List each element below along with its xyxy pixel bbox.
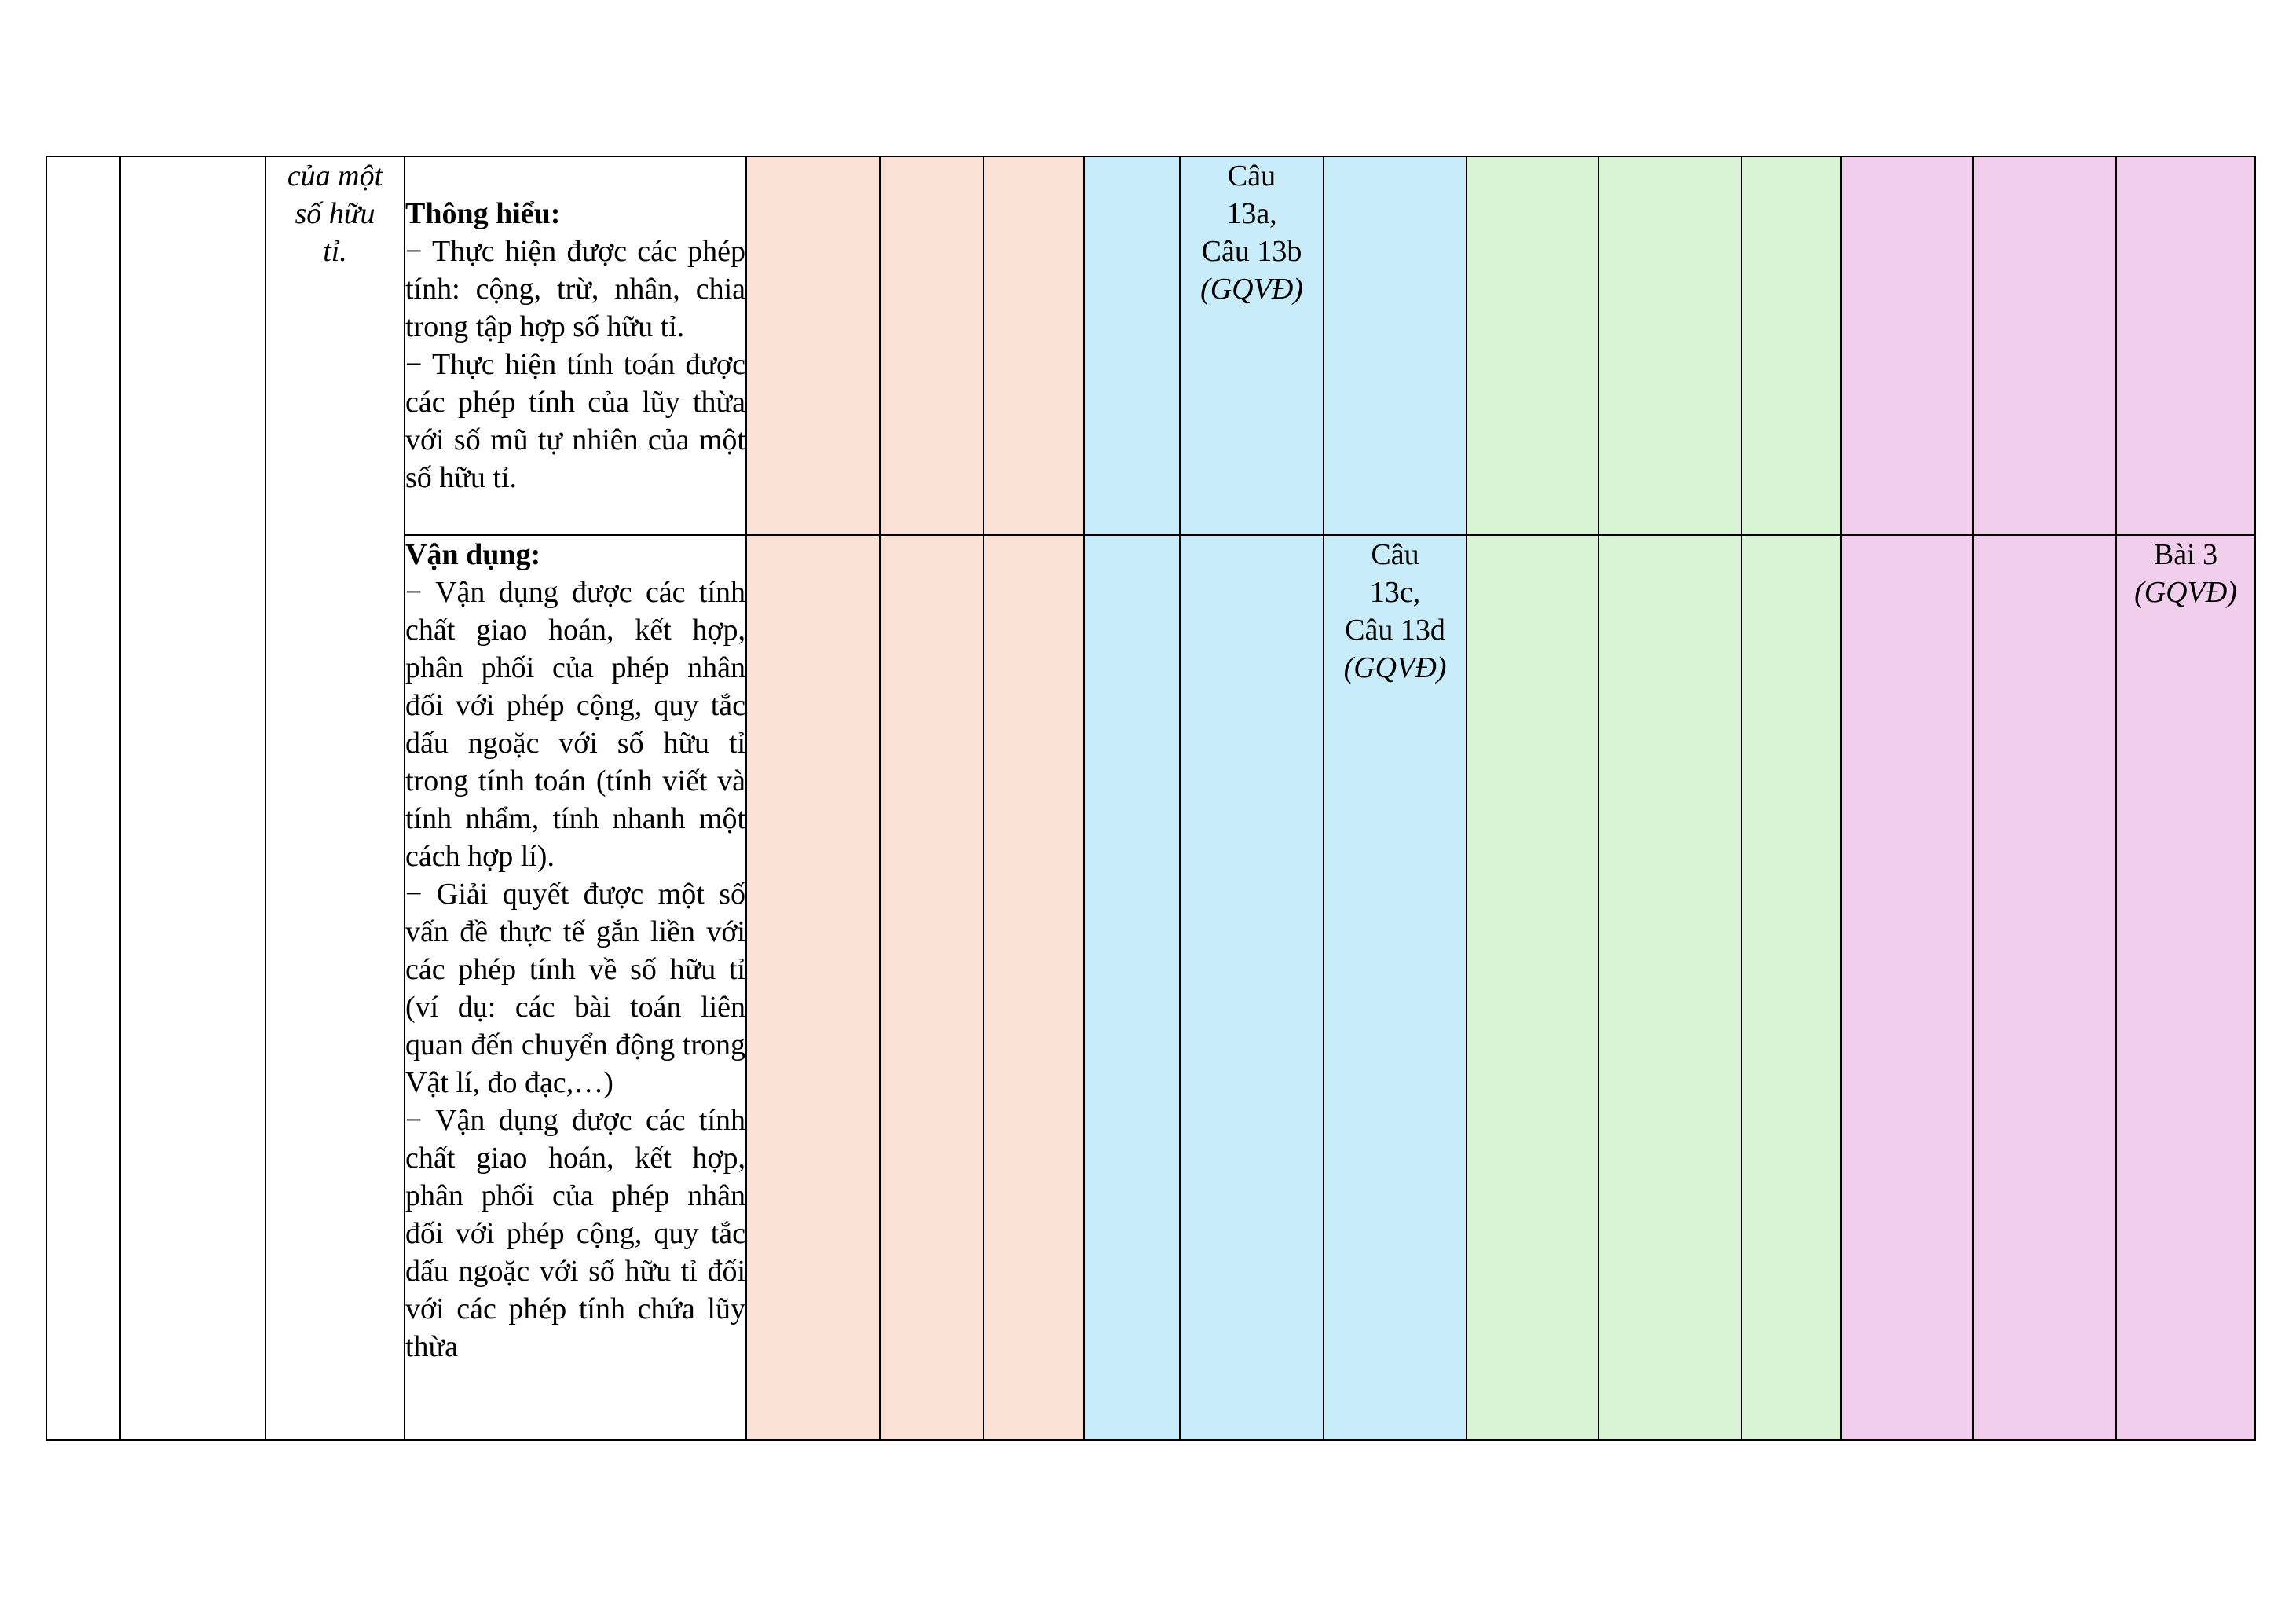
cell-orange — [983, 156, 1084, 535]
requirement-item: − Thực hiện được các phép tính: cộng, trừ, nhân, chia trong tập hợp số hữu tỉ. — [405, 235, 745, 343]
cell-green — [1741, 156, 1841, 535]
requirement-item: − Vận dụng được các tính chất giao hoán, kết hợp, phân phối của phép nhân đối với phép cộng, quy tắc dấu ngoặc với số hữu tỉ trong tính toán (tính viết và tính nhẩm, tính nhanh một cách hợp lí). — [405, 576, 745, 873]
question-cell-13cd — [1324, 535, 1467, 1440]
assessment-matrix-table — [46, 156, 2256, 1441]
cell-green — [1598, 535, 1741, 1440]
question-line: Câu 13d — [1345, 614, 1445, 647]
requirement-item: − Giải quyết được một số vấn đề thực tế gắn liền với các phép tính về số hữu tỉ (ví dụ: các bài toán liên quan đến chuyển động trong Vật lí, đo đạc,…) — [405, 878, 745, 1099]
competency-tag: (GQVĐ) — [1200, 273, 1303, 306]
cell-blue — [1084, 156, 1180, 535]
cell-pink — [1841, 535, 1973, 1440]
cell-green — [1467, 535, 1598, 1440]
topic-cell — [265, 156, 405, 1440]
cell-orange — [880, 156, 983, 535]
question-line: 13a, — [1226, 197, 1277, 230]
question-line: Bài 3 — [2153, 538, 2218, 571]
cell-pink — [2116, 156, 2255, 535]
cell-blue — [1084, 535, 1180, 1440]
cell-blue — [1180, 535, 1324, 1440]
cell-green — [1467, 156, 1598, 535]
cell-green — [1741, 535, 1841, 1440]
topic-line: tỉ. — [323, 235, 347, 268]
chapter-cell — [120, 156, 265, 1440]
requirement-cell-application — [405, 535, 746, 1440]
cell-green — [1598, 156, 1741, 535]
cell-orange — [880, 535, 983, 1440]
question-line: Câu — [1371, 538, 1419, 571]
question-cell-13ab — [1180, 156, 1324, 535]
requirement-item: − Vận dụng được các tính chất giao hoán, kết hợp, phân phối của phép nhân đối với phép cộng, quy tắc dấu ngoặc với số hữu tỉ đối với các phép tính chứa lũy thừa — [405, 1104, 745, 1363]
cell-blue — [1324, 156, 1467, 535]
question-line: 13c, — [1369, 576, 1421, 609]
cell-pink — [1973, 156, 2116, 535]
topic-line: của một — [287, 159, 383, 192]
table-row-understanding — [46, 156, 2255, 535]
index-cell — [46, 156, 120, 1440]
competency-tag: (GQVĐ) — [2134, 576, 2237, 609]
level-label: Thông hiểu: — [405, 197, 561, 230]
question-cell-bai3 — [2116, 535, 2255, 1440]
cell-pink — [1973, 535, 2116, 1440]
requirement-cell-understanding — [405, 156, 746, 535]
competency-tag: (GQVĐ) — [1343, 651, 1447, 684]
question-line: Câu — [1227, 159, 1276, 192]
level-label: Vận dụng: — [405, 538, 541, 571]
topic-line: số hữu — [295, 197, 375, 230]
cell-orange — [746, 535, 880, 1440]
cell-orange — [983, 535, 1084, 1440]
requirement-item: − Thực hiện tính toán được các phép tính của lũy thừa với số mũ tự nhiên của một số hữu tỉ. — [405, 348, 745, 494]
cell-pink — [1841, 156, 1973, 535]
question-line: Câu 13b — [1201, 235, 1302, 268]
cell-orange — [746, 156, 880, 535]
